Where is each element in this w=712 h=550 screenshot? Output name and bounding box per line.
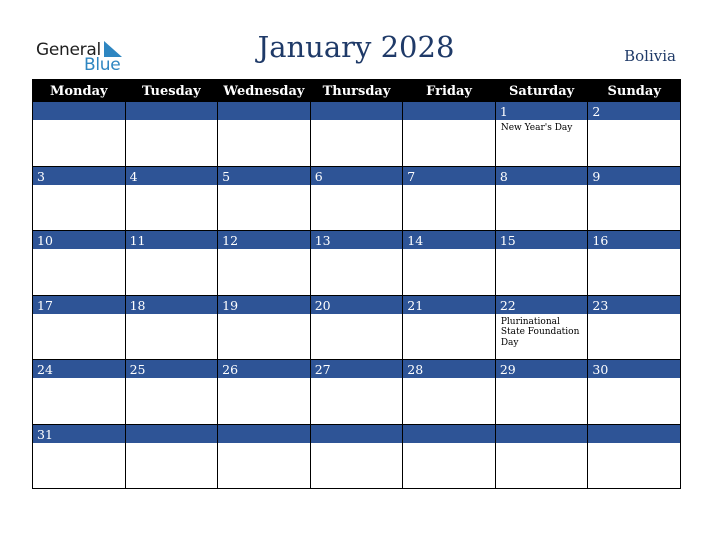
day-number [403,425,495,444]
weekday-monday: Monday [33,80,126,102]
holiday-label [218,121,310,123]
day-number [218,425,310,444]
day-number: 6 [311,167,403,186]
day-cell [496,425,589,490]
holiday-label [588,186,680,188]
day-number: 16 [588,231,680,250]
holiday-label [496,444,588,446]
day-number [496,425,588,444]
weekday-header-row [33,80,681,102]
day-cell [496,296,589,361]
holiday-label [588,250,680,252]
day-cell [218,231,311,296]
holiday-label [126,379,218,381]
day-number [33,102,125,121]
day-cell [403,425,496,490]
holiday-label: Plurinational State Foundation Day [500,316,580,348]
month-calendar [32,79,681,489]
day-cell [126,167,219,232]
weekday-saturday: Saturday [496,80,589,102]
day-number: 8 [496,167,588,186]
day-cell [588,296,681,361]
holiday-label [218,315,310,317]
holiday-label [403,379,495,381]
day-number: 10 [33,231,125,250]
week-row [33,425,681,490]
day-number: 11 [126,231,218,250]
day-cell [126,296,219,361]
day-cell [588,102,681,167]
holiday-label [311,315,403,317]
day-number: 14 [403,231,495,250]
weekday-sunday: Sunday [588,80,681,102]
holiday-label [496,379,588,381]
day-number: 31 [33,425,125,444]
day-number: 4 [126,167,218,186]
weekday-tuesday: Tuesday [126,80,219,102]
holiday-label [33,444,125,446]
day-number: 22 [496,296,588,315]
day-number: 18 [126,296,218,315]
weekday-wednesday: Wednesday [218,80,311,102]
holiday-label [311,444,403,446]
week-row [33,360,681,425]
week-row [33,167,681,232]
holiday-label [218,444,310,446]
day-number: 12 [218,231,310,250]
day-number: 17 [33,296,125,315]
day-cell [33,167,126,232]
day-cell [126,102,219,167]
holiday-label [126,444,218,446]
day-cell [403,167,496,232]
weeks-container [33,102,681,489]
day-number [311,425,403,444]
day-cell [496,167,589,232]
day-cell [311,231,404,296]
holiday-label [218,379,310,381]
day-cell [126,360,219,425]
holiday-label [496,186,588,188]
day-number: 20 [311,296,403,315]
holiday-label [403,250,495,252]
day-number: 30 [588,360,680,379]
holiday-label [126,121,218,123]
day-cell [496,231,589,296]
day-cell [33,360,126,425]
day-cell [33,102,126,167]
day-cell [218,425,311,490]
holiday-label [33,250,125,252]
day-number: 1 [496,102,588,121]
day-cell [311,102,404,167]
holiday-label [403,121,495,123]
day-cell [588,360,681,425]
holiday-label [33,315,125,317]
day-number: 19 [218,296,310,315]
day-cell [218,167,311,232]
day-number [403,102,495,121]
day-cell [588,231,681,296]
day-cell [33,296,126,361]
weekday-friday: Friday [403,80,496,102]
holiday-label [403,444,495,446]
day-number [126,102,218,121]
calendar-title: January 2028 [257,30,455,64]
holiday-label [403,315,495,317]
week-row [33,296,681,361]
day-cell [403,360,496,425]
day-cell [218,296,311,361]
day-cell [126,425,219,490]
day-number: 2 [588,102,680,121]
day-cell [33,425,126,490]
day-cell [311,167,404,232]
day-cell [588,167,681,232]
holiday-label [311,186,403,188]
day-number: 29 [496,360,588,379]
day-number: 26 [218,360,310,379]
day-number: 3 [33,167,125,186]
day-number: 24 [33,360,125,379]
day-cell [588,425,681,490]
weekday-thursday: Thursday [311,80,404,102]
day-cell [311,360,404,425]
day-number: 7 [403,167,495,186]
holiday-label [588,121,680,123]
day-number: 13 [311,231,403,250]
day-number [311,102,403,121]
day-cell [33,231,126,296]
holiday-label [588,444,680,446]
logo-word-general: General [36,40,101,60]
day-cell [311,425,404,490]
day-number [126,425,218,444]
holiday-label [588,315,680,317]
day-number: 15 [496,231,588,250]
day-number: 5 [218,167,310,186]
day-cell [311,296,404,361]
holiday-label [126,250,218,252]
holiday-label [403,186,495,188]
holiday-label [33,186,125,188]
day-number: 9 [588,167,680,186]
day-number [588,425,680,444]
week-row [33,102,681,167]
day-number: 23 [588,296,680,315]
day-cell [126,231,219,296]
day-cell [496,102,589,167]
holiday-label [126,186,218,188]
day-number: 28 [403,360,495,379]
day-cell [218,360,311,425]
day-cell [496,360,589,425]
holiday-label [218,186,310,188]
holiday-label [33,379,125,381]
holiday-label [311,379,403,381]
holiday-label [311,121,403,123]
holiday-label [218,250,310,252]
day-cell [403,102,496,167]
week-row [33,231,681,296]
day-number [218,102,310,121]
day-number: 21 [403,296,495,315]
day-cell [218,102,311,167]
holiday-label [588,379,680,381]
day-number: 27 [311,360,403,379]
logo-word-blue: Blue [84,55,121,75]
day-number: 25 [126,360,218,379]
holiday-label [126,315,218,317]
country-name: Bolivia [624,47,676,65]
holiday-label [33,121,125,123]
holiday-label: New Year's Day [500,123,573,133]
holiday-label [311,250,403,252]
day-cell [403,231,496,296]
holiday-label [496,250,588,252]
day-cell [403,296,496,361]
